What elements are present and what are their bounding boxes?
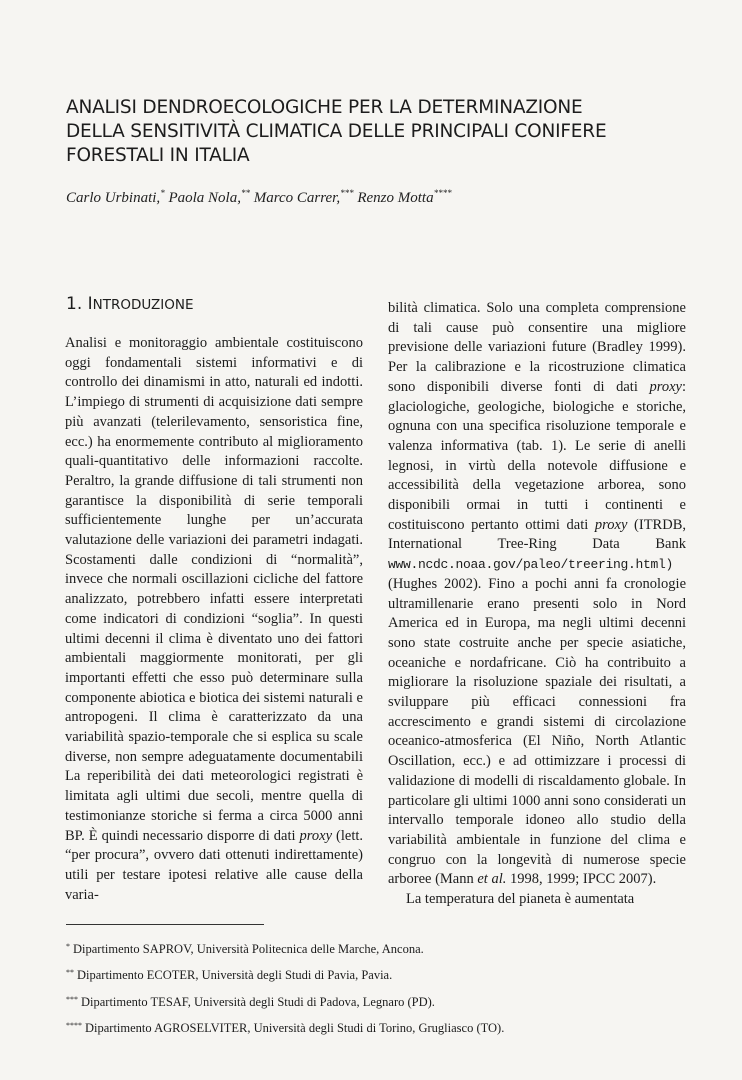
footnote xyxy=(66,936,686,962)
author-name: Paola Nola, xyxy=(168,190,241,206)
emphasis: proxy xyxy=(594,516,628,533)
left-column xyxy=(65,334,363,905)
emphasis: proxy xyxy=(299,827,333,844)
body-paragraph xyxy=(388,299,686,890)
author-mark: ** xyxy=(240,188,250,198)
text-run: (Hughes 2002). Fino a pochi anni fa cronologie ultramillenarie erano presenti solo in Nord America ed in Europa, ma negli ultimi decenni sono state costruite anche per specie asiatiche, oceaniche e nordafricane. Ciò ha contribuito a migliorare la risoluzione spaziale dei risultati, a sviluppare più efficaci connessioni fra accrescimento e grandi sistemi di circolazione oceanico-atmosferica (El Niño, North Atlantic Oscillation, ecc.) e ad ottimizzare i processi di validazione di modelli di riscaldamento globale. In particolare gli ultimi 1000 anni sono considerati un intervallo temporale idoneo allo studio della variabilità ambientale in funzione del clima e congruo con la longevità di numerose specie arboree (Mann xyxy=(388,575,686,888)
text-run: bilità climatica. Solo una completa comprensione di tali cause può consentire una migliore previsione delle variazioni future (Bradley 1999). Per la calibrazione e la ricostruzione climatica sono disponibili diverse fonti di dati xyxy=(388,300,686,395)
text-run: : glaciologiche, geologiche, biologiche e storiche, ognuna con una specifica risoluzione temporale e valenza informativa (tab. 1). Le serie di anelli legnosi, in virtù della notevole diffusione e accessibilità della vegetazione arborea, sono disponibili ormai in tutti i continenti e costituiscono pertanto ottimi dati xyxy=(388,378,687,533)
title-line: FORESTALI IN ITALIA xyxy=(66,145,250,166)
title-line: DELLA SENSITIVITÀ CLIMATICA DELLE PRINCIPALI CONIFERE xyxy=(66,121,607,142)
footnote-text: Dipartimento AGROSELVITER, Università degli Studi di Torino, Grugliasco (TO). xyxy=(85,1020,505,1035)
author-mark: *** xyxy=(340,188,354,198)
right-column xyxy=(388,299,686,910)
footnote xyxy=(66,1015,686,1041)
text-run: 1998, 1999; IPCC 2007). xyxy=(510,871,657,888)
author-mark: **** xyxy=(433,188,452,198)
footnotes xyxy=(66,936,686,1041)
text-run: (ITRDB, International Tree-Ring Data Bank xyxy=(388,516,686,553)
title-line: ANALISI DENDROECOLOGICHE PER LA DETERMINAZIONE xyxy=(66,97,583,118)
paper-title xyxy=(66,96,686,168)
emphasis: et al. xyxy=(477,871,507,888)
section-heading-rest: NTRODUZIONE xyxy=(92,297,194,313)
footnote-text: Dipartimento TESAF, Università degli Studi di Padova, Legnaro (PD). xyxy=(81,994,435,1009)
footnote xyxy=(66,989,686,1015)
footnote-mark: *** xyxy=(66,994,78,1004)
section-heading xyxy=(66,294,194,314)
footnote-divider xyxy=(66,924,264,925)
footnote-mark: ** xyxy=(66,968,74,978)
footnote-text: Dipartimento SAPROV, Università Politecnica delle Marche, Ancona. xyxy=(73,942,424,956)
author-list xyxy=(66,188,686,207)
footnote-mark: **** xyxy=(66,1020,82,1030)
body-paragraph: La temperatura del pianeta è aumentata xyxy=(406,891,635,908)
section-heading-start: 1. I xyxy=(66,294,93,314)
emphasis: proxy xyxy=(649,378,682,395)
author-name: Renzo Motta xyxy=(357,190,434,206)
url-text: www.ncdc.noaa.gov/paleo/treering.html) xyxy=(388,557,674,573)
author-mark: * xyxy=(160,188,165,198)
body-paragraph xyxy=(65,334,363,905)
author-name: Marco Carrer, xyxy=(253,190,341,206)
footnote-text: Dipartimento ECOTER, Università degli Studi di Pavia, Pavia. xyxy=(77,968,393,983)
text-run: (lett. “per procura”, ovvero dati ottenuti indirettamente) utili per testare ipotesi relative alle cause della varia- xyxy=(65,827,364,903)
author-name: Carlo Urbinati, xyxy=(66,190,161,206)
footnote xyxy=(66,962,686,988)
footnote-mark: * xyxy=(66,942,70,951)
text-run: Analisi e monitoraggio ambientale costituiscono oggi fondamentali sistemi informativi e di controllo dei dinamismi in atto, naturali ed indotti. L’impiego di strumenti di acquisizione dati sempre più avanzati (telerilevamento, sensoristica fine, ecc.) ha enormemente contributo al miglioramento quali-quantitativo delle informazioni raccolte. Peraltro, la grande diffusione di tali strumenti non garantisce la disponibilità di serie temporali sufficientemente lunghe per un’accurata valutazione delle variazioni dei parametri indagati. Scostamenti dalle condizioni di “normalità”, invece che normali oscillazioni cicliche del fattore analizzato, potrebbero infatti essere interpretati come indicatori di condizioni “soglia”. In questi ultimi decenni il clima è diventato uno dei fattori ambientali maggiormente monitorati, per gli importanti effetti che esso può determinare sulla componente abiotica e biotica dei sistemi naturali e antropogeni. Il clima è caratterizzato da una variabilità spazio-temporale che si esplica su scale diverse, non sempre adeguatamente documentabili La reperibilità dei dati meteorologici registrati è limitata agli ultimi due secoli, mentre quella di testimonianze storiche si ferma a circa 5000 anni BP. È quindi necessario disporre di dati xyxy=(65,335,363,844)
